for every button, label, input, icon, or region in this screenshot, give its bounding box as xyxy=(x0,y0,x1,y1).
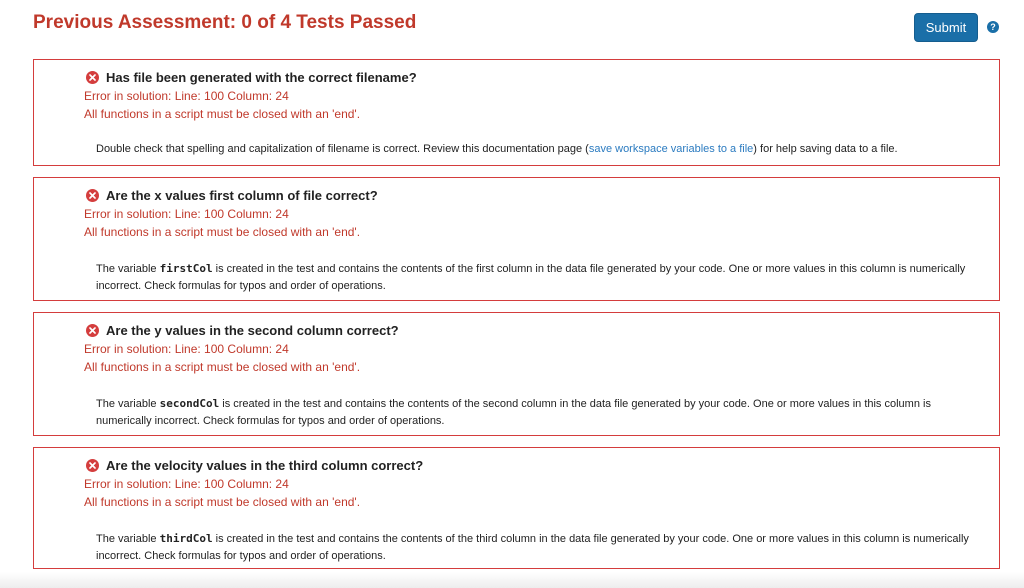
test-title: Are the y values in the second column correct? xyxy=(106,323,399,338)
page-bottom-edge xyxy=(0,572,1024,588)
test-result-card xyxy=(33,177,1000,301)
x-circle-icon xyxy=(86,324,99,337)
variable-name: thirdCol xyxy=(159,532,213,545)
feedback-text: The variable xyxy=(96,533,160,545)
page-title: Previous Assessment: 0 of 4 Tests Passed xyxy=(33,12,417,33)
feedback-text: The variable xyxy=(96,398,160,410)
test-title: Has file been generated with the correct filename? xyxy=(106,70,417,85)
error-message: All functions in a script must be closed with an 'end'. xyxy=(84,495,361,509)
error-location: Error in solution: Line: 100 Column: 24 xyxy=(84,207,289,221)
feedback-text: is created in the test and contains the contents of the first column in the data file generated by your code. One or more values in this column is numerically incorrect. Check formulas for typos and order of operations. xyxy=(96,263,966,292)
assessment-header xyxy=(0,0,1024,50)
error-message: All functions in a script must be closed with an 'end'. xyxy=(84,225,361,239)
error-location: Error in solution: Line: 100 Column: 24 xyxy=(84,477,289,491)
documentation-link[interactable]: save workspace variables to a file xyxy=(588,143,754,155)
x-circle-icon xyxy=(86,189,99,202)
error-message: All functions in a script must be closed with an 'end'. xyxy=(84,107,361,121)
variable-name: firstCol xyxy=(159,262,213,275)
feedback-text: Double check that spelling and capitalization of filename is correct. Review this documentation page ( xyxy=(96,143,589,155)
feedback-text: is created in the test and contains the contents of the second column in the data file generated by your code. One or more values in this column is numerically incorrect. Check formulas for typos and order of operations. xyxy=(96,398,931,427)
error-message: All functions in a script must be closed with an 'end'. xyxy=(84,360,361,374)
test-result-card xyxy=(33,59,1000,166)
x-circle-icon xyxy=(86,71,99,84)
test-feedback xyxy=(96,260,976,295)
submit-button[interactable]: Submit xyxy=(914,13,978,42)
error-location: Error in solution: Line: 100 Column: 24 xyxy=(84,342,289,356)
x-circle-icon xyxy=(86,459,99,472)
error-location: Error in solution: Line: 100 Column: 24 xyxy=(84,89,289,103)
test-result-card xyxy=(33,447,1000,569)
test-result-card xyxy=(33,312,1000,436)
variable-name: secondCol xyxy=(159,397,220,410)
test-title: Are the x values first column of file correct? xyxy=(106,188,378,203)
test-title: Are the velocity values in the third column correct? xyxy=(106,458,424,473)
feedback-text: ) for help saving data to a file. xyxy=(753,143,898,155)
test-feedback xyxy=(96,395,976,430)
feedback-text: is created in the test and contains the contents of the third column in the data file generated by your code. One or more values in this column is numerically incorrect. Check formulas for typos and order of operations. xyxy=(96,533,969,562)
test-feedback xyxy=(96,141,976,158)
feedback-text: The variable xyxy=(96,263,160,275)
help-icon[interactable]: ? xyxy=(987,21,999,33)
test-feedback xyxy=(96,530,976,565)
